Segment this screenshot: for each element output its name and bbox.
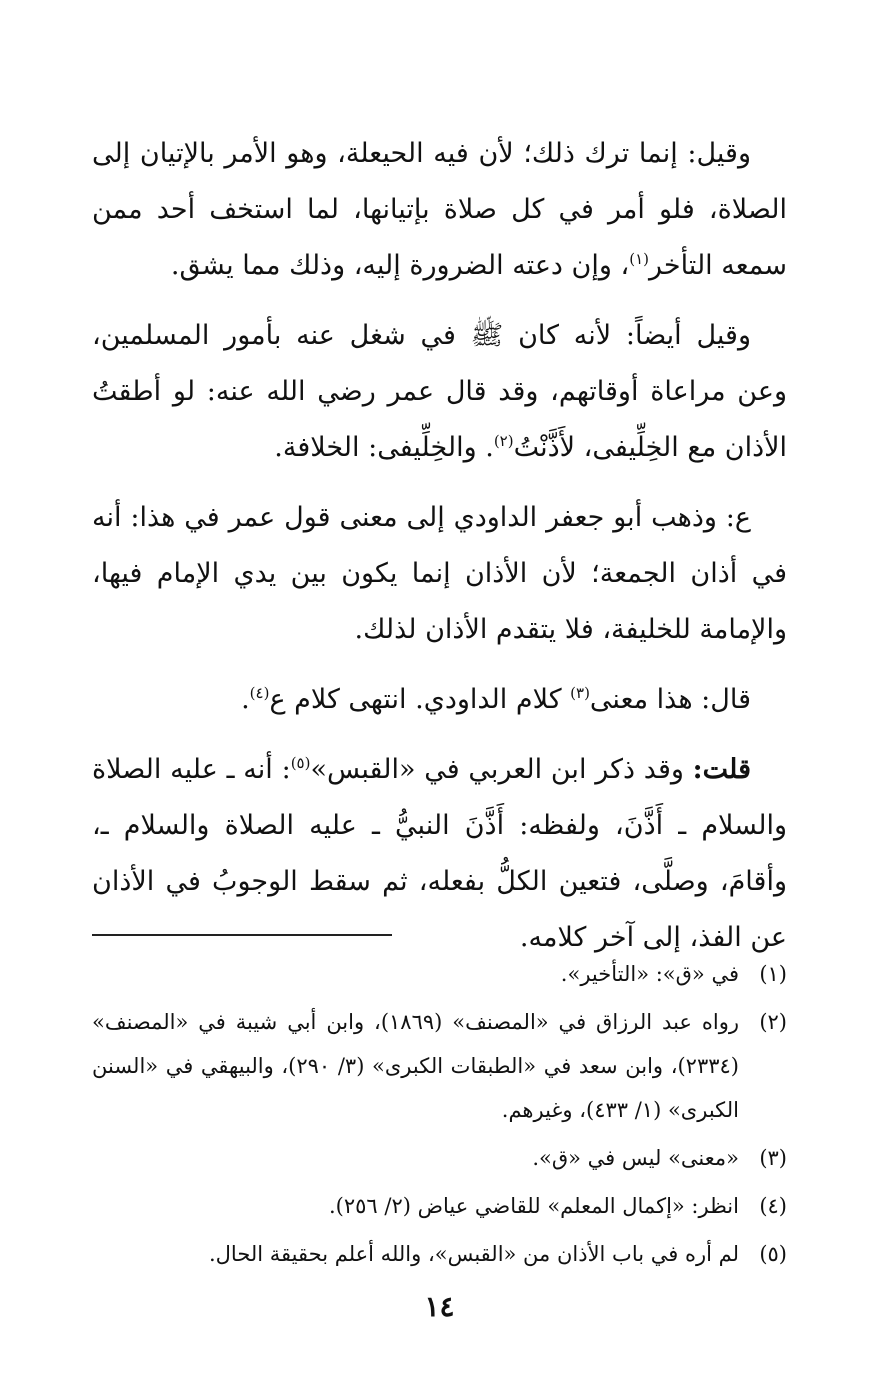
paragraph-text: قال: هذا معنى	[589, 684, 751, 715]
paragraph-5	[92, 742, 787, 966]
paragraph-text: كلام الداودي. انتهى كلام ع	[269, 684, 571, 715]
paragraph-text: . والخِلِّيفى: الخلافة.	[274, 432, 494, 463]
footnote-text: انظر: «إكمال المعلم» للقاضي عياض (٢/ ٢٥٦).	[328, 1194, 739, 1218]
paragraph-text: ع: وذهب أبو جعفر الداودي إلى معنى قول عمر في هذا: أنه في أذان الجمعة؛ لأن الأذان إنما يكون بين يدي الإمام فيها، والإمامة للخليفة، فلا يتقدم الأذان لذلك.	[92, 502, 787, 645]
footnote-ref: (٤)	[249, 684, 270, 702]
footnote-separator	[92, 934, 392, 936]
paragraph-text: .	[241, 684, 250, 715]
footnote-number: (٣)	[759, 1146, 787, 1170]
main-text	[92, 126, 787, 980]
footnote-ref: (٣)	[570, 684, 590, 702]
paragraph-text: وقيل أيضاً: لأنه كان ﷺ في شغل عنه بأمور المسلمين، وعن مراعاة أوقاتهم، وقد قال عمر رضي الله عنه: لو أطقتُ الأذان مع الخِلِّيفى، لأَذَّنْتُ	[92, 320, 787, 463]
footnote-2	[92, 1000, 787, 1132]
paragraph-text: وقيل: إنما ترك ذلك؛ لأن فيه الحيعلة، وهو الأمر بالإتيان إلى الصلاة، فلو أمر في كل صلاة بإتيانها، لما استخف أحد ممن سمعه التأخر	[92, 138, 787, 281]
paragraph-text: وقد ذكر ابن العربي في «القبس»	[310, 754, 693, 785]
footnote-number: (١)	[759, 962, 787, 986]
footnote-number: (٤)	[759, 1194, 787, 1218]
footnote-5	[92, 1232, 787, 1276]
paragraph-4	[92, 672, 787, 728]
paragraph-3	[92, 490, 787, 658]
footnote-ref: (٥)	[290, 754, 311, 772]
page-number: ١٤	[424, 1290, 455, 1323]
paragraph-lead: قلت:	[692, 754, 751, 785]
paragraph-1	[92, 126, 787, 294]
footnote-1	[92, 952, 787, 996]
paragraph-text: ، وإن دعته الضرورة إليه، وذلك مما يشق.	[170, 250, 630, 281]
paragraph-text: : أنه ـ عليه الصلاة والسلام ـ أَذَّنَ، ولفظه: أَذَّنَ النبيُّ ـ عليه الصلاة والسلام ـ، وأقامَ، وصلَّى، فتعين الكلُّ بفعله، ثم سقط الوجوبُ في الأذان عن الفذ، إلى آخر كلامه.	[92, 754, 787, 953]
footnote-text: لم أره في باب الأذان من «القبس»، والله أعلم بحقيقة الحال.	[209, 1242, 739, 1266]
footnote-ref: (١)	[629, 250, 649, 268]
footnote-number: (٥)	[759, 1242, 787, 1266]
footnote-text: «معنى» ليس في «ق».	[532, 1146, 739, 1170]
footnote-ref: (٢)	[493, 432, 514, 450]
paragraph-2	[92, 308, 787, 476]
footnotes	[92, 952, 787, 1280]
footnote-number: (٢)	[759, 1010, 787, 1034]
footnote-text: في «ق»: «التأخير».	[560, 962, 739, 986]
footnote-4	[92, 1184, 787, 1228]
footnote-text: رواه عبد الرزاق في «المصنف» (١٨٦٩)، وابن أبي شيبة في «المصنف» (٢٣٣٤)، وابن سعد في «الطبقات الكبرى» (٣/ ٢٩٠)، والبيهقي في «السنن الكبرى» (١/ ٤٣٣)، وغيرهم.	[92, 1010, 739, 1122]
footnote-3	[92, 1136, 787, 1180]
